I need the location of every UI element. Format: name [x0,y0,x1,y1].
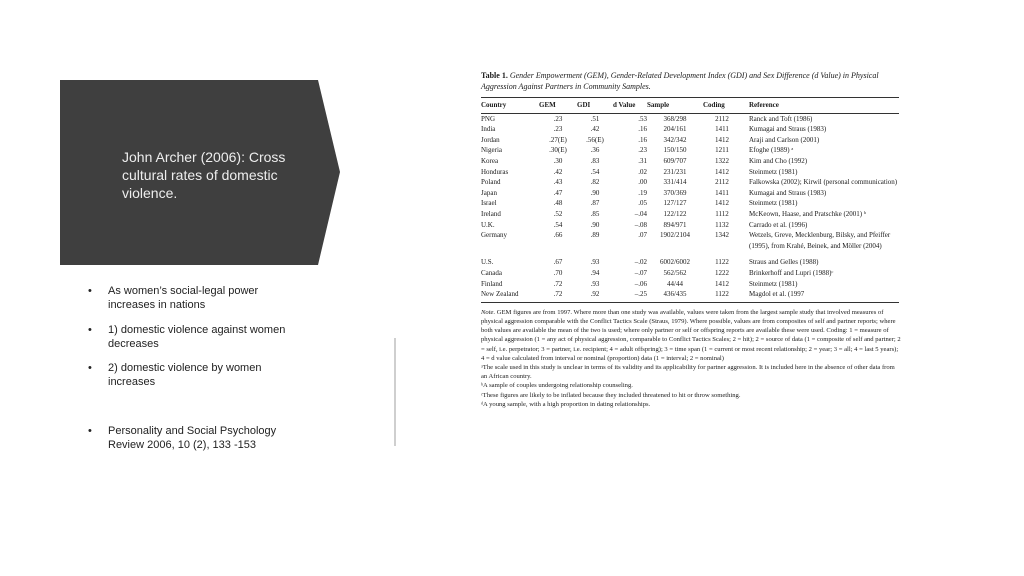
table-cell: 44/44 [667,279,683,288]
table-cell: .30 [553,156,563,165]
table-cell: –.08 [634,220,647,229]
table-cell: Japan [481,188,497,197]
table-cell: 1222 [715,268,729,277]
table-cell: .67 [553,258,563,267]
table-cell: .89 [590,231,600,240]
note-paragraph [481,308,901,363]
table-cell: –.06 [634,279,647,288]
table-cell: 6002/6002 [660,258,690,267]
table-cell: .19 [638,188,647,197]
table-cell: .16 [638,135,647,144]
table-cell: Steinmetz (1981) [749,279,798,288]
bullet-item [88,361,298,389]
table-cell: .23 [553,114,563,123]
table-cell: 1412 [715,279,729,288]
bullet-marker: • [88,362,92,374]
table-cell: Ranck and Toft (1986) [749,114,813,123]
bullet-text: 1) domestic violence against women decreases [108,324,286,350]
table-cell: 204/161 [663,125,687,134]
table-cell [577,241,613,252]
table-cell: .02 [638,167,647,176]
table-row [481,198,899,209]
note-label: Note. [481,308,496,316]
table-cell: 127/127 [663,199,687,208]
table-cell: Steinmetz (1981) [749,199,798,208]
table-cell: .82 [590,178,600,187]
table-cell: 894/971 [663,220,687,229]
table-cell: .85 [590,209,600,218]
table-cell: 1132 [715,220,729,229]
table-caption-label: Table 1. [481,71,508,80]
table-cell [647,241,703,252]
bullet-item [88,424,298,452]
note-text: GEM figures are from 1997. Where more than one study was available, values were taken from the largest sample study that involved measures of physical aggression comparable with the Conflict Tactics Scale (Straus, 1979). Where possible, values are from composites of self and partner reports; where both values are available the mean of the two is used; where only partner or self or offspring reports are available these were used. Coding: 1 = measure of physical aggression (1 = any act of physical aggression, comparable to Conflict Tactics Scales; 2 = hit); 2 = source of data (1 = composite of self and partner; 2 = self, i.e. perpetrator; 3 = partner, i.e. recipient; 4 = adult offspring); 3 = time span (1 = current or most recent relationship; 2 = year; 3 = all; 4 = last 5 years); 4 = d value calculated from interval or nominal (proportion) data (1 = interval; 2 = nominal) [481,308,901,362]
table-row [481,209,899,220]
table-cell: 1122 [703,289,741,302]
table-cell: 331/414 [663,178,687,187]
table-cell: 1342 [715,231,729,240]
table-cell: –.25 [613,289,647,302]
column-header: d Value [613,98,647,114]
table-row [481,188,899,199]
table-cell: .42 [553,167,563,176]
table-cell: .56(E) [586,135,604,144]
table-row [481,124,899,135]
table-row [481,220,899,231]
table-cell: 1412 [715,199,729,208]
table-cell: Kumagai and Straus (1983) [749,125,827,134]
table-cell [481,241,539,252]
table-cell: 231/231 [663,167,687,176]
bullet-item [88,323,298,351]
table-cell: Efoghe (1989) ᵃ [749,146,794,155]
bullet-marker: • [88,285,92,297]
table-cell: .31 [638,156,647,165]
table-cell: .47 [553,188,563,197]
table-cell: 150/150 [663,146,687,155]
table-cell [613,241,647,252]
table-cell: .66 [553,231,563,240]
table-row [481,177,899,188]
table-cell: Israel [481,199,497,208]
table-cell: .83 [590,156,600,165]
table-cell: 342/342 [663,135,687,144]
table-row [481,279,899,290]
table-caption [481,70,901,92]
table-cell: PNG [481,114,496,123]
table-cell: .05 [638,199,647,208]
table-cell: 562/562 [663,268,687,277]
table-row [481,257,899,268]
table-cell: 122/122 [663,209,687,218]
table-cell: New Zealand [481,289,539,302]
table-cell: Honduras [481,167,509,176]
table-row [481,230,899,241]
table-cell: .72 [539,289,577,302]
table-row [481,135,899,146]
column-header: GDI [577,98,613,114]
table-cell: .23 [553,125,563,134]
table-cell [539,241,577,252]
table-cell: .54 [553,220,563,229]
table-cell: .90 [590,188,600,197]
table-cell: 1412 [715,135,729,144]
table-cell: McKeown, Haase, and Pratschke (2001) ᵇ [749,209,867,218]
table-cell: .94 [590,268,600,277]
table-row [481,145,899,156]
table-cell: .23 [638,146,647,155]
column-header: Sample [647,98,703,114]
table-cell: .52 [553,209,563,218]
table-cell: Ireland [481,209,501,218]
footnote: ᵃThe scale used in this study is unclear in terms of its validity and its applicability for partner aggression. It is included here in the absence of other data from an African country. [481,363,895,381]
table-cell: Carrado et al. (1996) [749,220,808,229]
table-cell: –.04 [634,209,647,218]
bullet-text: Personality and Social Psychology Review 2006, 10 (2), 133 -153 [108,425,277,451]
table-cell: 1211 [715,146,729,155]
column-header: Reference [741,98,899,114]
bullet-text: 2) domestic violence by women increases [108,362,262,388]
footnote: ᵇA sample of couples undergoing relationship counseling. [481,382,633,390]
table-cell: Magdol et al. (1997 [741,289,899,302]
bullet-marker: • [88,425,92,437]
bullet-marker: • [88,324,92,336]
table-cell: 1902/2104 [660,231,690,240]
table-cell: Jordan [481,135,500,144]
table-cell: .87 [590,199,600,208]
table-cell: .43 [553,178,563,187]
table-cell: Wetzels, Greve, Mecklenburg, Bilsky, and Pfeiffer [749,231,891,240]
table-image [481,70,901,409]
title-panel [60,80,340,265]
table-cell: 1411 [715,188,729,197]
table-cell: 2112 [715,178,729,187]
table-cell: .93 [590,258,600,267]
table-cell: .30(E) [549,146,567,155]
table-cell: .48 [553,199,563,208]
table-row [481,289,899,302]
table-cell: 609/707 [663,156,687,165]
table-cell: .07 [638,231,647,240]
table-row [481,167,899,178]
data-table [481,97,899,303]
table-cell: Kumagai and Straus (1983) [749,188,827,197]
table-cell: .54 [590,167,600,176]
table-cell: .51 [590,114,600,123]
table-cell: .92 [577,289,613,302]
table-cell: Falkowska (2002); Kirwil (personal communication) [749,178,898,187]
bullet-text: As women’s social-legal power increases in nations [108,285,259,311]
table-cell: .72 [553,279,563,288]
table-cell: Straus and Gelles (1988) [749,258,819,267]
table-cell: .53 [638,114,647,123]
table-cell: –.02 [634,258,647,267]
vertical-divider [394,338,396,446]
column-header: Country [481,98,539,114]
table-cell: 1412 [715,167,729,176]
table-header-row [481,98,899,114]
table-cell: .70 [553,268,563,277]
table-row [481,113,899,124]
table-cell: 2112 [715,114,729,123]
table-cell [703,241,741,252]
table-cell: .93 [590,279,600,288]
table-cell: 436/435 [647,289,703,302]
slide-title: John Archer (2006): Cross cultural rates of domestic violence. [122,149,286,201]
table-cell: U.S. [481,258,494,267]
table-body [481,113,899,302]
table-caption-text: Gender Empowerment (GEM), Gender-Related Development Index (GDI) and Sex Difference (d Value) in Physical Aggression Against Partners in Community Samples. [481,71,879,91]
table-cell: .16 [638,125,647,134]
table-notes [481,308,901,409]
table-cell: Korea [481,156,499,165]
table-cell: Steinmetz (1981) [749,167,798,176]
table-cell: (1995), from Krahé, Beinek, and Möller (2004) [749,241,882,250]
table-cell: .36 [590,146,600,155]
table-cell: 368/298 [663,114,687,123]
table-cell: Canada [481,268,502,277]
table-cell: 1112 [715,209,729,218]
table-cell: .90 [590,220,600,229]
table-cell: Poland [481,178,501,187]
table-cell: Finland [481,279,503,288]
table-cell: 1411 [715,125,729,134]
table-cell: Germany [481,231,508,240]
table-cell: Araji and Carlson (2001) [749,135,820,144]
table-cell: .00 [638,178,647,187]
table-row [481,268,899,279]
table-cell: India [481,125,496,134]
table-cell: Nigeria [481,146,502,155]
column-header: GEM [539,98,577,114]
footnote: ᶜThese figures are likely to be inflated because they included threatened to hit or throw something. [481,391,741,399]
table-cell: Kim and Cho (1992) [749,156,808,165]
table-row [481,156,899,167]
table-cell: Brinkerhoff and Lupri (1988)ᶜ [749,268,834,277]
table-cell: .27(E) [549,135,567,144]
table-cell: .42 [590,125,600,134]
column-header: Coding [703,98,741,114]
bullet-list [88,284,298,452]
table-cell: 1322 [715,156,729,165]
table-cell: 1122 [715,258,729,267]
table-cell: U.K. [481,220,495,229]
table-cell: –.07 [634,268,647,277]
footnote: ᵈA young sample, with a high proportion in dating relationships. [481,400,651,408]
table-cell: 370/369 [663,188,687,197]
table-row [481,241,899,252]
bullet-item [88,284,298,312]
